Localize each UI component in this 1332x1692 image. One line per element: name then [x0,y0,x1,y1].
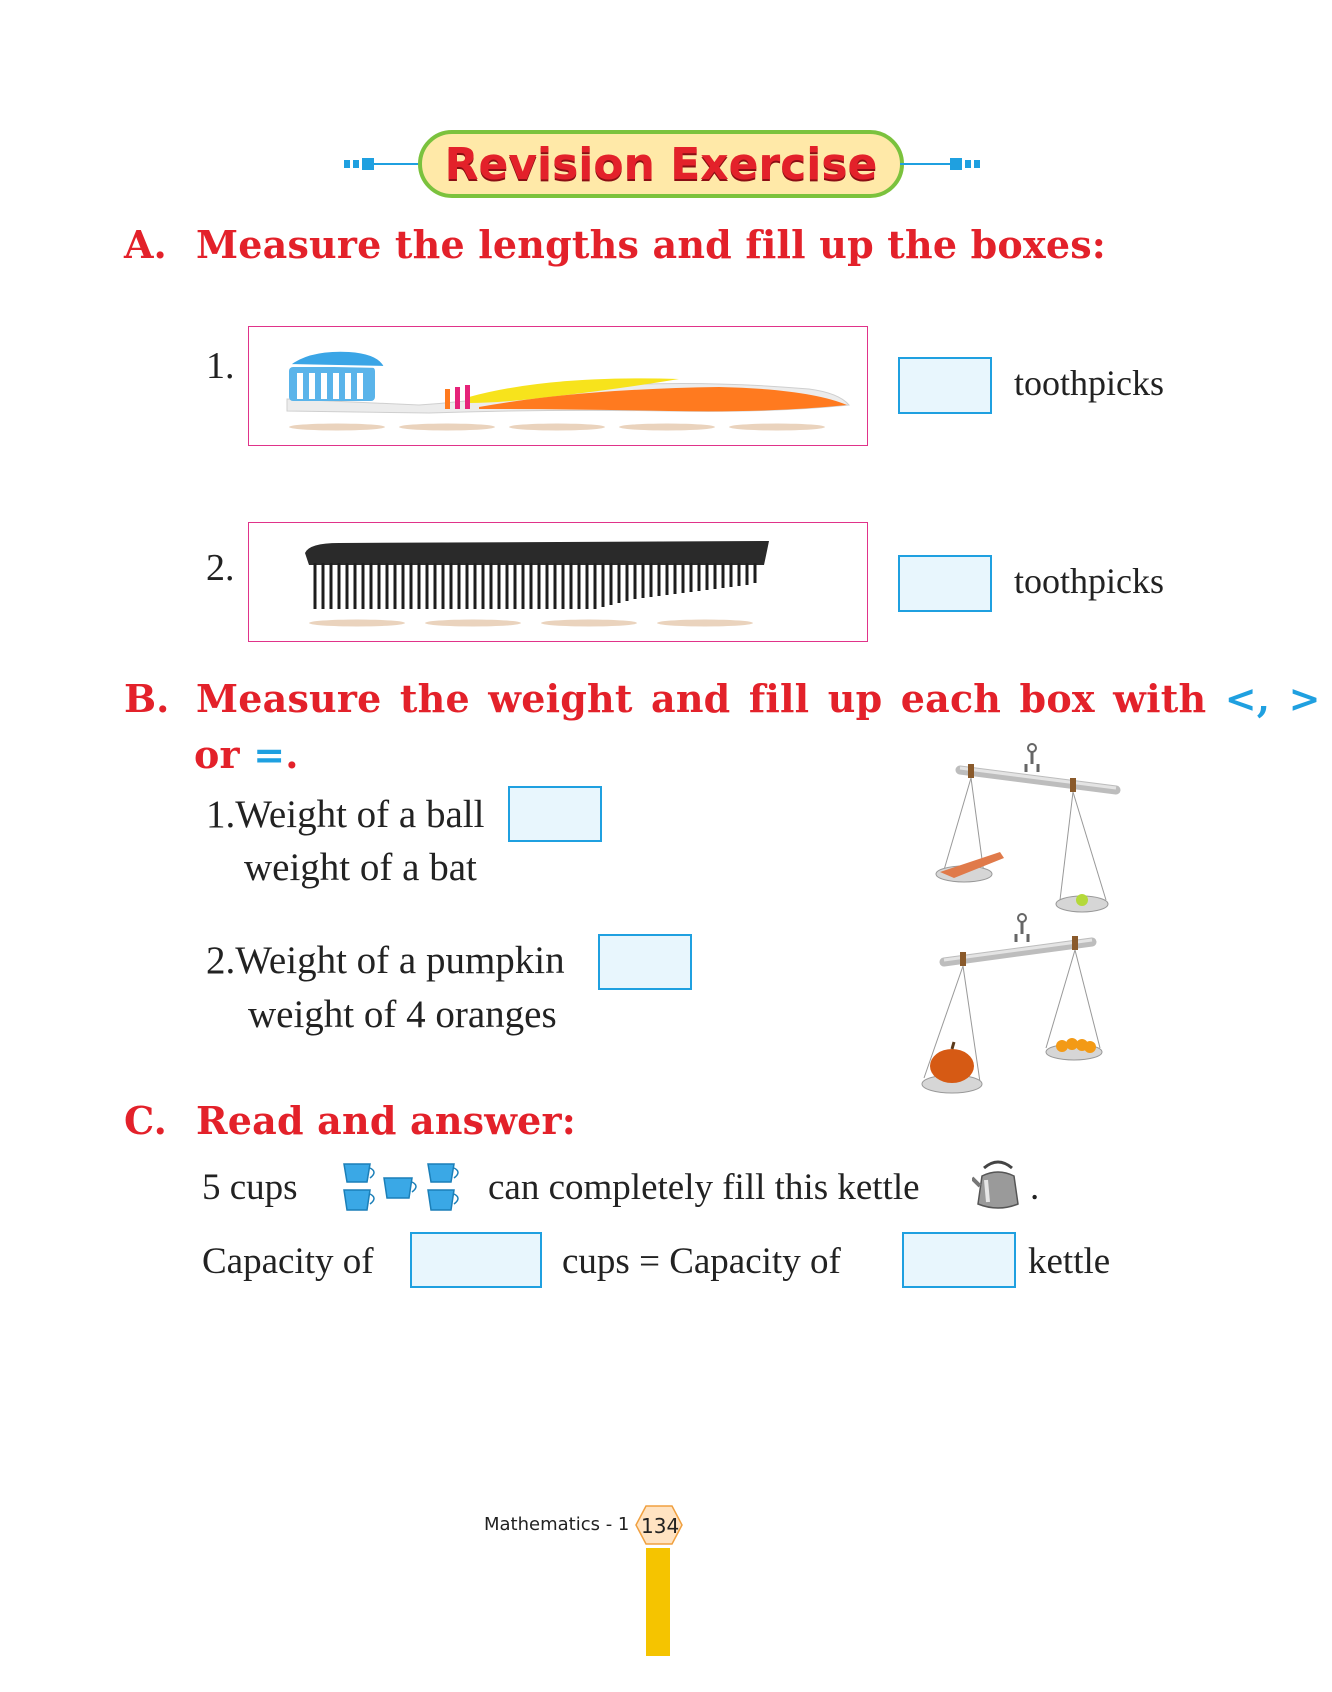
section-b-symbols: <, > [1224,676,1321,721]
b-item-1-text1: Weight of a ball [235,793,485,836]
c-kettle-answer-box[interactable] [902,1232,1016,1288]
section-b-or: or [194,732,240,777]
c-cups-answer-box[interactable] [410,1232,542,1288]
cups-icon [340,1158,466,1218]
c-line2-b: cups = Capacity of [562,1241,841,1282]
c-line2-a: Capacity of [202,1241,374,1282]
title-left-ornament [344,154,424,176]
a-item-1-number: 1. [206,345,235,387]
b-item-1-answer-box[interactable] [508,786,602,842]
section-b-period: . [285,732,299,777]
footer-bar [646,1548,670,1656]
toothbrush-icon [249,327,869,447]
b-item-2-line1 [206,938,565,983]
page-title: Revision Exercise [444,138,878,190]
section-a-letter: A. [124,222,167,267]
page-number: 134 [641,1514,680,1538]
b-item-1-number: 1. [206,793,236,836]
b-item-1-line2: weight of a bat [244,846,477,889]
section-b-heading: Measure the weight and fill up each box with [196,676,1207,721]
c-line2-c: kettle [1028,1241,1111,1282]
title-pill [418,130,904,198]
title-right-ornament [900,154,980,176]
balance-scale-pumpkin-oranges-icon [910,908,1120,1108]
section-b-eq: = [253,732,286,777]
b-item-2-line2: weight of 4 oranges [248,993,557,1036]
section-c-letter: C. [124,1098,167,1143]
c-line1-end: . [1030,1167,1040,1208]
c-line1-b: can completely fill this kettle [488,1167,920,1208]
section-b-heading-line [196,676,1321,721]
a-item-2-unit: toothpicks [1014,561,1164,601]
comb-icon [249,523,869,643]
section-c-heading: Read and answer: [196,1098,577,1143]
toothbrush-frame [248,326,868,446]
b-item-2-answer-box[interactable] [598,934,692,990]
c-line1-a: 5 cups [202,1167,298,1208]
balance-scale-ball-bat-icon [930,738,1130,918]
a-item-1-answer-box[interactable] [898,357,992,414]
section-b-heading-line2 [194,732,299,777]
b-item-2-text1: Weight of a pumpkin [235,939,565,982]
a-item-2-number: 2. [206,547,235,589]
b-item-1-line1 [206,792,484,837]
section-a-heading: Measure the lengths and fill up the boxes: [196,222,1107,267]
comb-frame [248,522,868,642]
kettle-icon [972,1156,1024,1212]
footer-book-name: Mathematics - 1 [484,1514,630,1535]
a-item-1-unit: toothpicks [1014,363,1164,403]
section-b-letter: B. [124,676,170,721]
b-item-2-number: 2. [206,939,236,982]
a-item-2-answer-box[interactable] [898,555,992,612]
